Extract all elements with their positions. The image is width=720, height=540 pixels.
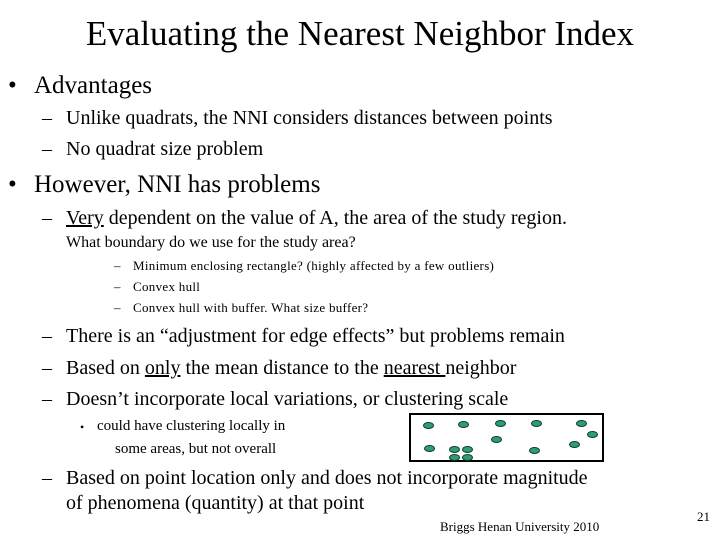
clustering-note-line-1: could have clustering locally in <box>97 418 286 434</box>
boundary-question: What boundary do we use for the study area? <box>66 234 356 251</box>
boundary-option-3: Convex hull with buffer. What size buffer? <box>133 300 369 315</box>
point-marker <box>449 446 460 453</box>
problem-item-magnitude-line-2: of phenomena (quantity) at that point <box>66 492 365 514</box>
point-marker <box>495 420 506 427</box>
page-title: Evaluating the Nearest Neighbor Index <box>85 14 635 53</box>
point-marker <box>576 420 587 427</box>
underlined-word: nearest <box>383 357 446 379</box>
problem-item-magnitude-line-1: Based on point location only and does not incorporate magnitude <box>66 467 588 489</box>
boundary-option-1: Minimum enclosing rectangle? (highly affected by a few outliers) <box>133 258 495 273</box>
point-marker <box>529 447 540 454</box>
problem-item-mean-distance <box>66 357 516 380</box>
problem-item-edge-effects: There is an “adjustment for edge effects” but problems remain <box>66 325 565 347</box>
dash-marker: – <box>114 300 121 315</box>
bullet-marker: • <box>8 72 17 99</box>
advantage-item-2: No quadrat size problem <box>66 138 264 160</box>
clustering-illustration <box>409 413 604 462</box>
boundary-option-2: Convex hull <box>133 279 201 294</box>
advantages-heading: Advantages <box>34 72 153 99</box>
point-marker <box>531 420 542 427</box>
point-marker <box>491 436 502 443</box>
dash-marker: – <box>42 207 52 229</box>
dash-marker: – <box>42 325 52 347</box>
advantage-item-1: Unlike quadrats, the NNI considers distances between points <box>66 107 553 129</box>
clustering-note-line-2: some areas, but not overall <box>115 441 277 457</box>
text-segment: the mean distance to the <box>180 357 384 379</box>
point-marker <box>587 431 598 438</box>
dash-marker: – <box>114 258 121 273</box>
dash-marker: – <box>42 357 52 379</box>
problem-item-local-variation: Doesn’t incorporate local variations, or clustering scale <box>66 388 509 410</box>
problem-item-area <box>66 207 567 230</box>
dash-marker: – <box>42 388 52 410</box>
point-marker <box>462 446 473 453</box>
text-segment: neighbor <box>445 357 517 379</box>
underlined-word: Very <box>66 207 104 229</box>
point-marker <box>424 445 435 452</box>
dash-marker: – <box>42 467 52 489</box>
point-marker <box>462 454 473 461</box>
page-number: 21 <box>697 509 710 524</box>
problem-item-area-text: dependent on the value of A, the area of the study region. <box>103 207 567 229</box>
point-marker <box>449 454 460 461</box>
point-marker <box>458 421 469 428</box>
dash-marker: – <box>42 138 52 160</box>
text-segment: Based on <box>66 357 145 379</box>
bullet-marker: • <box>8 171 17 198</box>
footer-credit: Briggs Henan University 2010 <box>440 519 600 534</box>
dash-marker: – <box>114 279 121 294</box>
problems-heading: However, NNI has problems <box>34 171 321 198</box>
sub-bullet-marker: • <box>80 420 85 434</box>
underlined-word: only <box>144 357 181 379</box>
dash-marker: – <box>42 107 52 129</box>
point-marker <box>423 422 434 429</box>
point-marker <box>569 441 580 448</box>
